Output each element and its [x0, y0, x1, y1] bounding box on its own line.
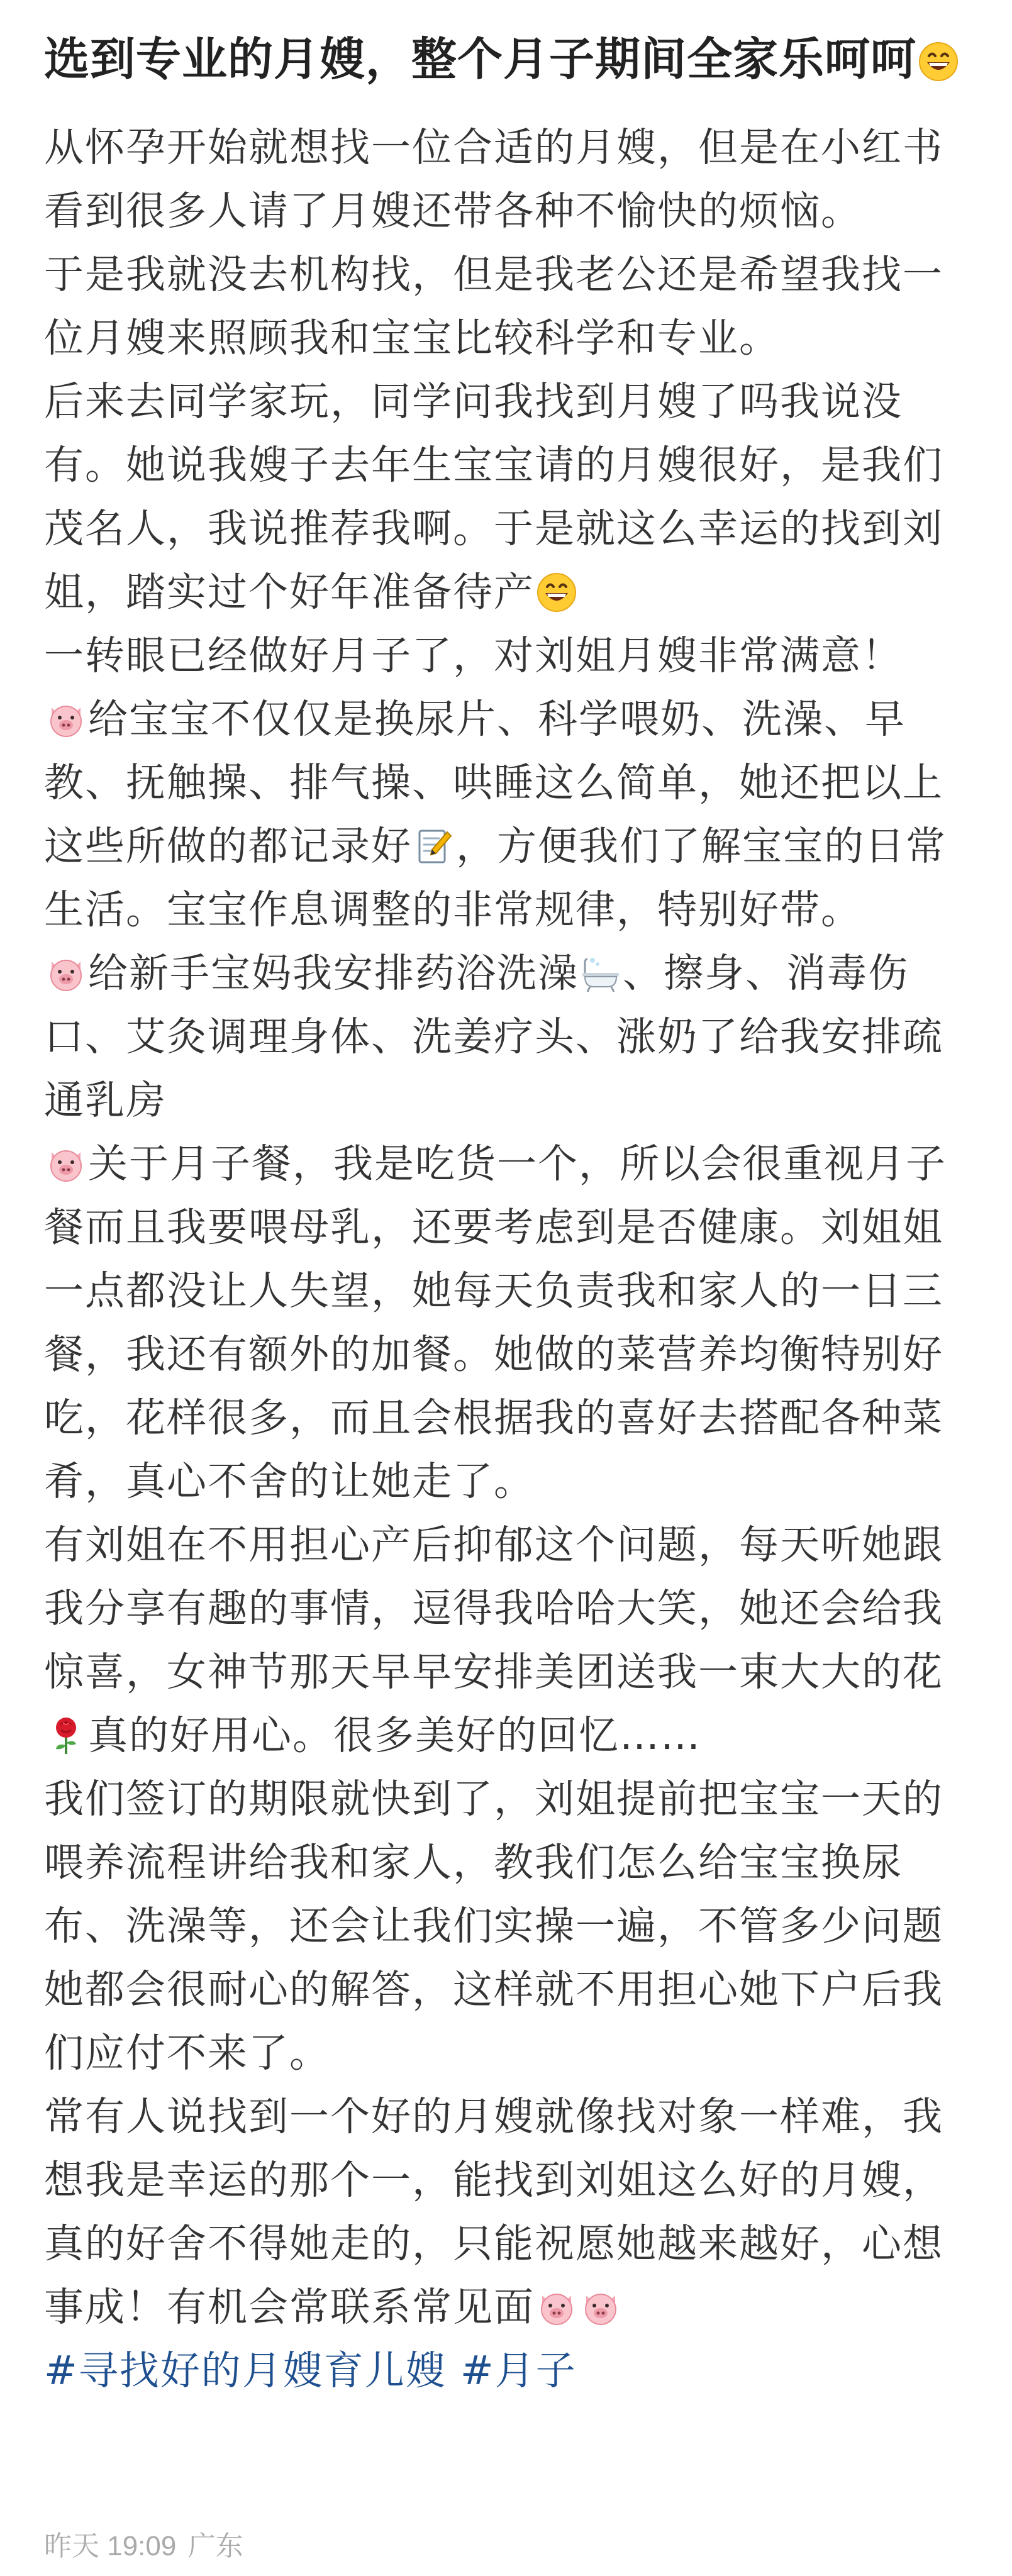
paragraph-classmate-text: 后来去同学家玩，同学问我找到月嫂了吗我说没有。她说我嫂子去年生宝宝请的月嫂很好，是我们茂名人，我说推荐我啊。于是就这么幸运的找到刘姐，踏实过个好年准备待产 — [44, 379, 943, 615]
post-title-text: 选到专业的月嫂，整个月子期间全家乐呵呵 — [44, 33, 917, 86]
post-meta — [44, 2523, 247, 2563]
pig-face-icon — [45, 953, 87, 994]
paragraph-baby-care — [44, 687, 975, 941]
hashtag-link[interactable]: #寻找好的月嫂育儿嫂 — [44, 2348, 447, 2394]
pig-face-icon — [580, 2287, 621, 2328]
paragraph-baby-care-text-b: ，方便我们了解宝宝的日常生活。宝宝作息调整的非常规律，特别好带。 — [44, 823, 947, 933]
paragraph-handover: 我们签订的期限就快到了，刘姐提前把宝宝一天的喂养流程讲给我和家人，教我们怎么给宝宝换尿布、洗澡等，还会让我们实操一遍，不管多少问题她都会很耐心的解答，这样就不用担心她下户后我们应付不来了。 — [44, 1776, 943, 2076]
paragraph-mood-text-b: 真的好用心。很多美好的回忆…… — [88, 1713, 701, 1758]
memo-icon — [413, 826, 455, 867]
rose-icon — [45, 1715, 87, 1757]
hashtag-link[interactable]: #月子 — [460, 2348, 577, 2394]
post-body — [44, 116, 975, 2402]
pig-face-icon — [45, 699, 87, 740]
paragraph-mood — [44, 1513, 975, 1767]
paragraph-meals — [44, 1132, 975, 1513]
post-date: 昨天 19:09 — [44, 2531, 177, 2562]
paragraph-meals-text: 关于月子餐，我是吃货一个，所以会很重视月子餐而且我要喂母乳，还要考虑到是否健康。刘姐姐一点都没让人失望，她每天负责我和家人的一日三餐，我还有额外的加餐。她做的菜营养均衡特别好吃，花样很多，而且会根据我的喜好去搭配各种菜肴，真心不舍的让她走了。 — [44, 1141, 947, 1504]
pig-face-icon — [45, 1143, 87, 1185]
paragraph-closing-text: 常有人说找到一个好的月嫂就像找对象一样难，我想我是幸运的那个一，能找到刘姐这么好的月嫂，真的好舍不得她走的，只能祝愿她越来越好，心想事成！有机会常联系常见面 — [44, 2094, 943, 2330]
paragraph-intro: 从怀孕开始就想找一位合适的月嫂，但是在小红书看到很多人请了月嫂还带各种不愉快的烦恼。 — [44, 125, 943, 234]
paragraph-satisfied: 一转眼已经做好月子了，对刘姐月嫂非常满意！ — [44, 633, 903, 679]
paragraph-baby-care-text-a: 给宝宝不仅仅是换尿片、科学喂奶、洗澡、早教、抚触操、排气操、哄睡这么简单，她还把以上这些所做的都记录好 — [44, 696, 943, 869]
paragraph-mom-care-text-b: 、擦身、消毒伤口、艾灸调理身体、洗姜疗头、涨奶了给我安排疏通乳房 — [44, 950, 943, 1123]
paragraph-classmate — [44, 370, 975, 624]
bathtub-icon — [580, 953, 621, 994]
grinning-face-icon — [536, 572, 577, 613]
post-location: 广东 — [187, 2531, 243, 2562]
paragraph-mom-care-text-a: 给新手宝妈我安排药浴洗澡 — [88, 950, 579, 996]
paragraph-closing — [44, 2085, 975, 2402]
grinning-face-icon — [918, 41, 959, 82]
post-title — [44, 25, 975, 93]
paragraph-mom-care — [44, 941, 975, 1132]
paragraph-husband: 于是我就没去机构找，但是我老公还是希望我找一位月嫂来照顾我和宝宝比较科学和专业。 — [44, 252, 943, 361]
paragraph-mood-text-a: 有刘姐在不用担心产后抑郁这个问题，每天听她跟我分享有趣的事情，逗得我哈哈大笑，她还会给我惊喜，女神节那天早早安排美团送我一束大大的花 — [44, 1522, 943, 1695]
pig-face-icon — [536, 2287, 577, 2328]
note-post — [44, 25, 975, 2402]
